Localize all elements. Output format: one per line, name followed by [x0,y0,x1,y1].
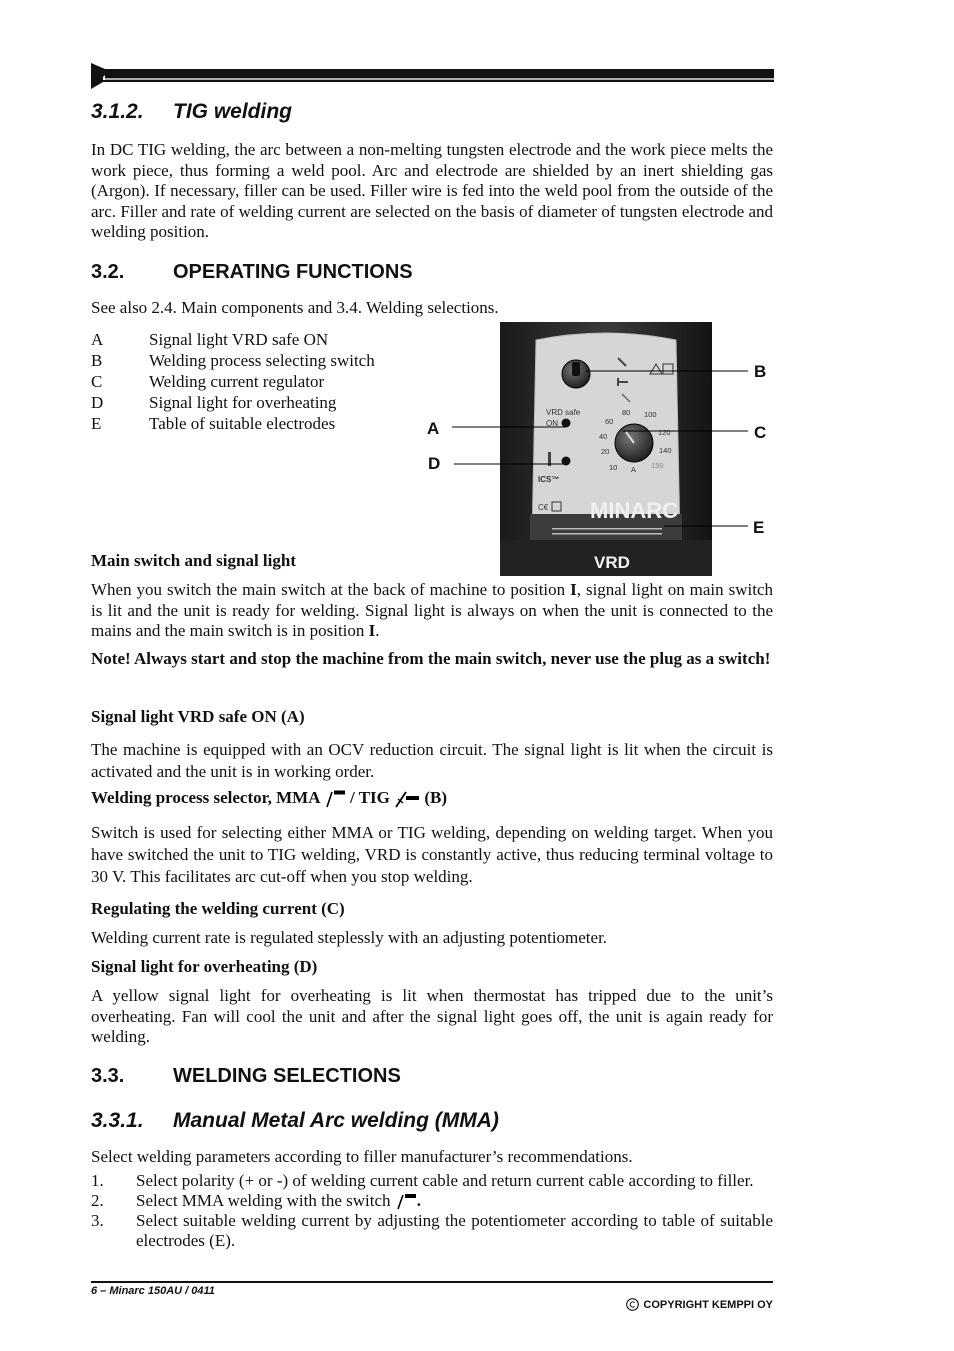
operating-intro: See also 2.4. Main components and 3.4. Welding selections. [91,298,499,317]
callout-b: B [754,362,767,381]
section-heading-tig: 3.1.2. TIG welding [91,100,292,123]
panel-ics-label: ICS™ [538,475,560,484]
callout-d: D [428,454,441,473]
overheat-body: A yellow signal light for overheating is lit when thermostat has tripped due to the unit’s overheating. Fan will cool the unit and after the signal light goes off, the unit is again ready for welding. [91,986,773,1046]
list-item: 3. Select suitable welding current by adjusting the potentiometer according to table of suitable electrodes (E). [91,1211,773,1251]
dial-tick-label: 10 [609,463,618,472]
dial-tick-label: 60 [605,417,614,426]
overheat-heading: Signal light for overheating (D) [91,957,318,976]
callout-c: C [754,423,767,442]
footer-doc-id: 6 – Minarc 150AU / 0411 [91,1285,215,1297]
vrd-heading: Signal light VRD safe ON (A) [91,707,305,726]
panel-brand: MINARC [590,498,678,523]
dial-tick-label: 20 [601,447,610,456]
dial-tick-label: 40 [599,432,608,441]
footer-copyright: COPYRIGHT KEMPPI OY [626,1298,773,1311]
mma-electrode-icon [324,789,346,809]
mma-steps [91,1171,773,1251]
vrd-body: The machine is equipped with an OCV reduction circuit. The signal light is lit when the circuit is activated and the unit is in working order. [91,740,773,781]
list-item: B Welding process selecting switch [91,351,375,370]
section-heading-mma: 3.3.1. Manual Metal Arc welding (MMA) [91,1109,499,1132]
copyright-icon [626,1298,639,1311]
current-heading: Regulating the welding current (C) [91,899,345,918]
panel-model-badge: VRD [594,553,630,572]
panel-on-label: ON [546,419,558,428]
list-item: 1. Select polarity (+ or -) of welding current cable and return current cable according to filler. [91,1171,754,1190]
callout-e: E [753,518,765,537]
dial-unit-label: A [631,465,637,474]
selector-body: Switch is used for selecting either MMA or TIG welding, depending on welding target. When you have switched the unit to TIG welding, VRD is constantly active, thus reducing terminal voltage to 30 V. This facilitates arc cut-off when you stop welding. [91,823,773,886]
selector-heading: Welding process selector, MMA / TIG (B) [91,788,447,809]
callout-a: A [427,419,440,438]
component-list [91,329,375,434]
list-item: A Signal light VRD safe ON [91,330,329,349]
tig-torch-icon [394,789,420,809]
main-switch-heading: Main switch and signal light [91,551,296,570]
current-body: Welding current rate is regulated steplessly with an adjusting potentiometer. [91,928,608,947]
main-switch-body: When you switch the main switch at the back of machine to position I, signal light on main switch is lit and the unit is ready for welding. Signal light is always on when the unit is connected to the mains and the main switch is in position I. [91,580,774,640]
figure-callout-lines [440,360,760,540]
footer-rule [91,1281,773,1283]
list-item: E Table of suitable electrodes [91,414,336,433]
panel-vrd-label: VRD safe [546,408,581,417]
mma-electrode-icon [395,1193,417,1211]
list-item: C Welding current regulator [91,372,325,391]
dial-tick-label: 120 [658,428,671,437]
list-item: 2. Select MMA welding with the switch . [91,1191,422,1210]
tig-body: In DC TIG welding, the arc between a non-melting tungsten electrode and the work piece melts the work piece, thus forming a weld pool. Arc and electrode are shielded by an inert shielding gas (Argon). If necessary, filler can be used. Filler wire is fed into the weld pool from the outside of the arc. Filler and rate of welding current are selected on the basis of diameter of tungsten electrode and welding position. [91,140,773,241]
dial-tick-label: 140 [659,446,672,455]
header-rule [91,63,774,89]
mma-intro: Select welding parameters according to filler manufacturer’s recommendations. [91,1147,633,1166]
dial-tick-label: 80 [622,408,631,417]
dial-tick-label: 150 [651,461,664,470]
dial-tick-label: 100 [644,410,657,419]
section-heading-selections: 3.3. WELDING SELECTIONS [91,1065,401,1087]
svg-text:C€: C€ [538,503,549,512]
list-item: D Signal light for overheating [91,393,337,412]
note-text: Note! Always start and stop the machine from the main switch, never use the plug as a switch! [91,649,771,668]
section-heading-operating: 3.2. OPERATING FUNCTIONS [91,261,413,283]
